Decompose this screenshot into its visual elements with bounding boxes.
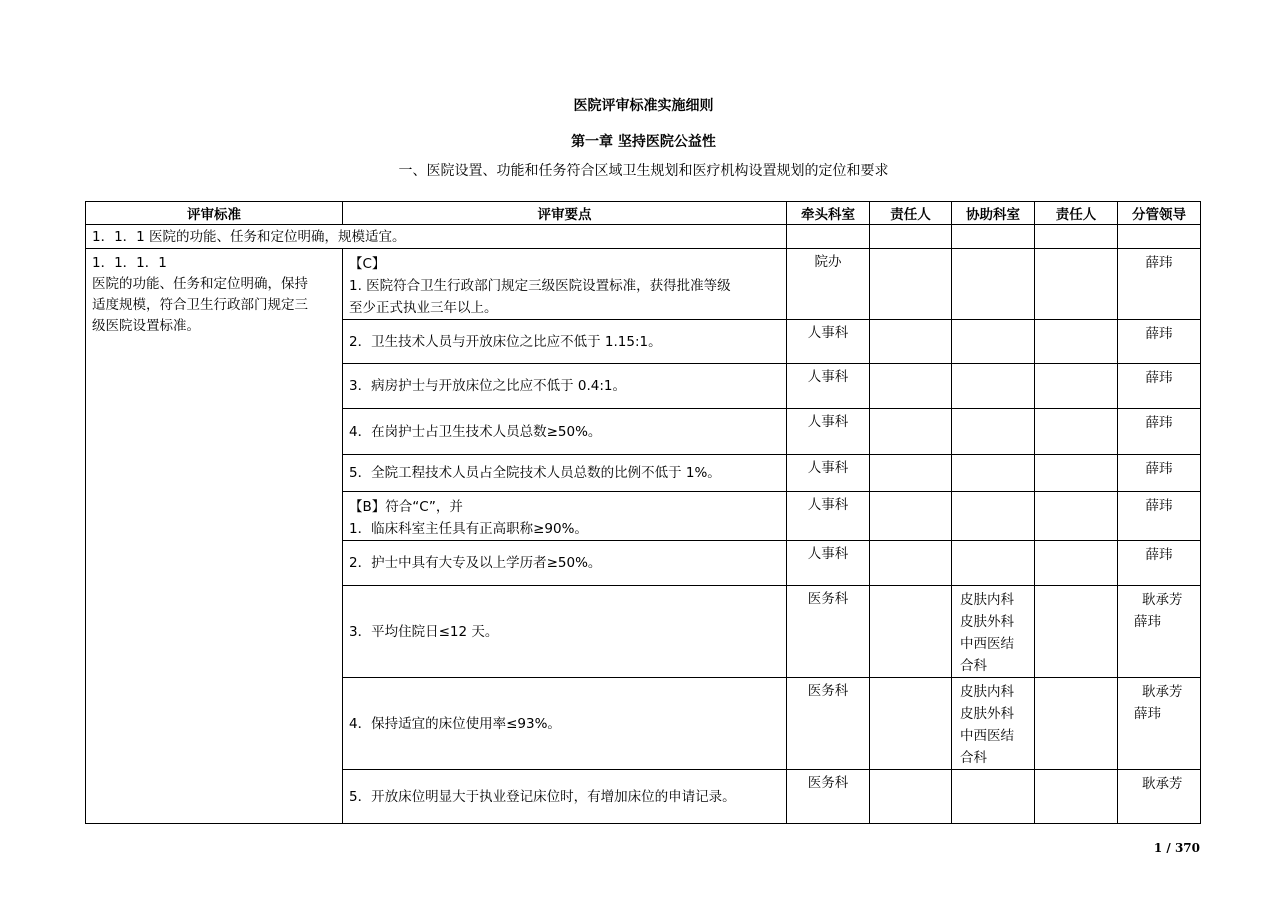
responsible-person-cell xyxy=(870,249,952,320)
assist-responsible-person-cell xyxy=(1035,678,1118,770)
leader-cell xyxy=(1118,678,1201,770)
responsible-person-cell xyxy=(870,455,952,492)
standards-table xyxy=(85,201,1201,824)
key-point-cell: 2．护士中具有大专及以上学历者≥50%。 xyxy=(343,541,787,586)
lead-dept-cell: 医务科 xyxy=(787,678,870,770)
leader-cell: 薛玮 xyxy=(1118,364,1201,409)
assist-dept-line: 皮肤外科 xyxy=(960,614,1014,630)
assist-dept-cell xyxy=(952,541,1035,586)
header-supervising-leader: 分管领导 xyxy=(1118,202,1201,225)
key-point-cell: 3．病房护士与开放床位之比应不低于 0.4:1。 xyxy=(343,364,787,409)
responsible-person-cell xyxy=(870,678,952,770)
key-point-line: 至少正式执业三年以上。 xyxy=(349,300,498,316)
responsible-person-cell xyxy=(870,492,952,541)
header-standard: 评审标准 xyxy=(86,202,343,225)
responsible-person-cell xyxy=(870,409,952,455)
table-row xyxy=(86,249,1201,320)
assist-responsible-person-cell xyxy=(1035,492,1118,541)
assist-dept-line: 皮肤内科 xyxy=(960,684,1014,700)
responsible-person-cell xyxy=(870,770,952,824)
responsible-person-cell xyxy=(870,586,952,678)
assist-dept-cell xyxy=(952,364,1035,409)
key-point-cell xyxy=(343,249,787,320)
lead-dept-cell: 人事科 xyxy=(787,492,870,541)
leader-cell: 薛玮 xyxy=(1118,409,1201,455)
standard-text-line: 级医院设置标准。 xyxy=(92,318,200,334)
chapter-title: 第一章 坚持医院公益性 xyxy=(571,134,716,150)
assist-dept-cell xyxy=(952,249,1035,320)
key-point-cell: 5．全院工程技术人员占全院技术人员总数的比例不低于 1%。 xyxy=(343,455,787,492)
lead-dept-cell: 人事科 xyxy=(787,364,870,409)
assist-dept-cell xyxy=(952,770,1035,824)
assist-responsible-person-cell xyxy=(1035,541,1118,586)
assist-dept-cell xyxy=(952,455,1035,492)
lead-dept-cell: 医务科 xyxy=(787,586,870,678)
leader-name: 耿承芳 xyxy=(1142,776,1183,792)
header-key-points: 评审要点 xyxy=(343,202,787,225)
leader-name: 薛玮 xyxy=(1134,706,1161,722)
key-point-cell xyxy=(343,492,787,541)
key-point-line: 1. 医院符合卫生行政部门规定三级医院设置标准，获得批准等级 xyxy=(349,278,731,294)
lead-dept-cell: 人事科 xyxy=(787,409,870,455)
lead-dept-cell: 人事科 xyxy=(787,455,870,492)
assist-responsible-person-cell xyxy=(1035,409,1118,455)
key-point-cell: 5．开放床位明显大于执业登记床位时，有增加床位的申请记录。 xyxy=(343,770,787,824)
responsible-person-cell xyxy=(870,364,952,409)
lead-dept-cell: 人事科 xyxy=(787,320,870,364)
header-responsible-person: 责任人 xyxy=(870,202,952,225)
assist-dept-line: 中西医结 xyxy=(960,728,1014,744)
assist-responsible-person-cell xyxy=(1035,586,1118,678)
leader-cell: 薛玮 xyxy=(1118,541,1201,586)
leader-cell: 薛玮 xyxy=(1118,320,1201,364)
responsible-person-cell xyxy=(870,320,952,364)
key-point-cell: 4．保持适宜的床位使用率≤93%。 xyxy=(343,678,787,770)
assist-dept-cell xyxy=(952,320,1035,364)
assist-responsible-person-cell xyxy=(1035,455,1118,492)
assist-dept-line: 皮肤内科 xyxy=(960,592,1014,608)
leader-cell: 薛玮 xyxy=(1118,455,1201,492)
assist-responsible-person-cell xyxy=(1035,249,1118,320)
key-point-line: 1．临床科室主任具有正高职称≥90%。 xyxy=(349,521,588,537)
assist-responsible-person-cell xyxy=(1035,320,1118,364)
assist-dept-line: 合科 xyxy=(960,658,987,674)
section-title: 一、医院设置、功能和任务符合区域卫生规划和医疗机构设置规划的定位和要求 xyxy=(398,163,889,179)
assist-dept-cell xyxy=(952,678,1035,770)
key-point-line: 【B】符合“C”，并 xyxy=(349,499,463,515)
document-title: 医院评审标准实施细则 xyxy=(573,98,714,114)
assist-dept-cell xyxy=(952,409,1035,455)
leader-cell xyxy=(1118,586,1201,678)
standard-cell xyxy=(86,249,343,824)
leader-cell xyxy=(1118,770,1201,824)
lead-dept-cell: 院办 xyxy=(787,249,870,320)
assist-dept-cell xyxy=(952,492,1035,541)
lead-dept-cell: 医务科 xyxy=(787,770,870,824)
leader-name: 耿承芳 xyxy=(1142,684,1183,700)
assist-dept-line: 皮肤外科 xyxy=(960,706,1014,722)
key-point-line: 【C】 xyxy=(349,256,386,272)
header-assist-dept: 协助科室 xyxy=(952,202,1035,225)
standard-text-line: 医院的功能、任务和定位明确，保持 xyxy=(92,276,308,292)
lead-dept-cell: 人事科 xyxy=(787,541,870,586)
leader-name: 耿承芳 xyxy=(1142,592,1183,608)
header-assist-responsible-person: 责任人 xyxy=(1035,202,1118,225)
key-point-cell: 3．平均住院日≤12 天。 xyxy=(343,586,787,678)
assist-dept-line: 中西医结 xyxy=(960,636,1014,652)
header-lead-dept: 牵头科室 xyxy=(787,202,870,225)
responsible-person-cell xyxy=(870,541,952,586)
leader-cell: 薛玮 xyxy=(1118,492,1201,541)
group-row-text: 1．1．1 医院的功能、任务和定位明确，规模适宜。 xyxy=(86,225,787,249)
assist-dept-line: 合科 xyxy=(960,750,987,766)
group-row xyxy=(86,225,1201,249)
table-header-row xyxy=(86,202,1201,225)
key-point-cell: 2．卫生技术人员与开放床位之比应不低于 1.15:1。 xyxy=(343,320,787,364)
assist-dept-cell xyxy=(952,586,1035,678)
standard-code: 1．1．1．1 xyxy=(92,255,167,271)
assist-responsible-person-cell xyxy=(1035,770,1118,824)
leader-cell: 薛玮 xyxy=(1118,249,1201,320)
assist-responsible-person-cell xyxy=(1035,364,1118,409)
leader-name: 薛玮 xyxy=(1134,614,1161,630)
key-point-cell: 4．在岗护士占卫生技术人员总数≥50%。 xyxy=(343,409,787,455)
page-number: 1 / 370 xyxy=(1153,841,1200,855)
standard-text-line: 适度规模，符合卫生行政部门规定三 xyxy=(92,297,308,313)
